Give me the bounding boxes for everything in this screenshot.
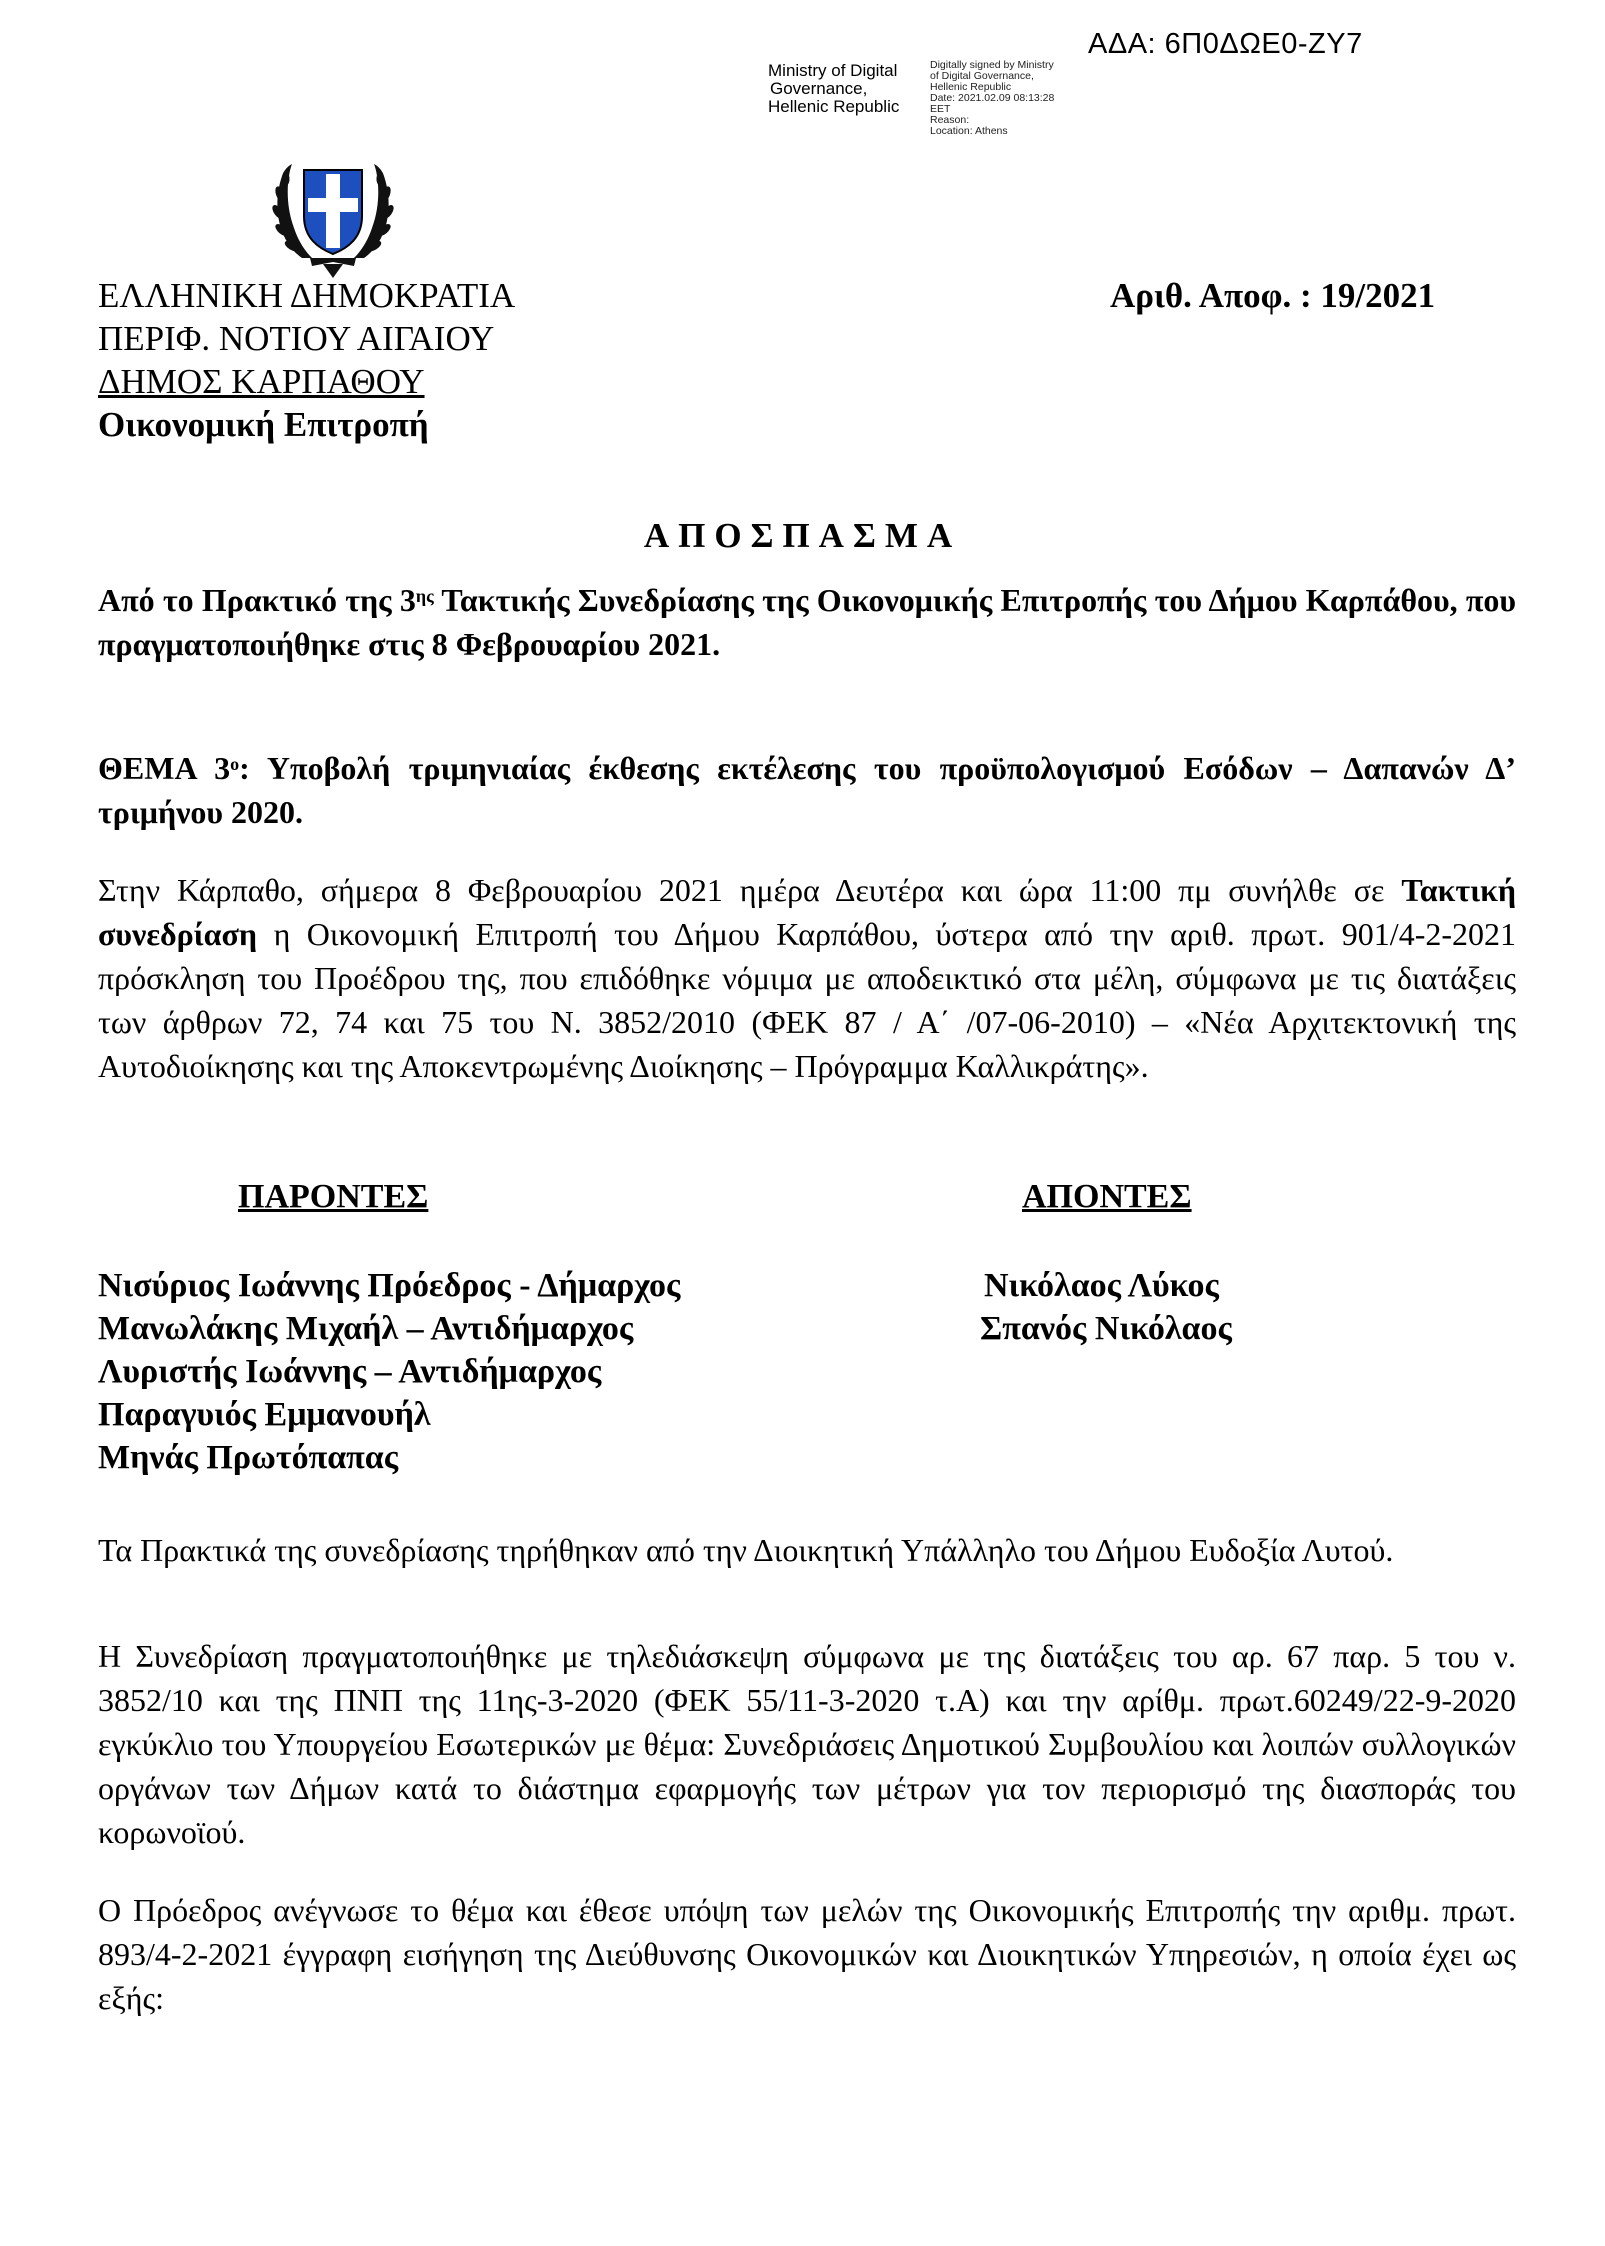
- chair-paragraph: [98, 1888, 1516, 2020]
- signature-detail-line: Location: Athens: [930, 125, 1008, 137]
- signer-line: Hellenic Republic: [768, 97, 900, 116]
- greek-coat-of-arms-icon: [268, 146, 398, 286]
- meeting-type: Τακτική συνεδρίαση: [98, 872, 1516, 952]
- signature-detail-line: Digitally signed by Ministry: [930, 59, 1054, 71]
- header-committee: Οικονομική Επιτροπή: [98, 405, 429, 444]
- signature-detail-line: Hellenic Republic: [930, 81, 1012, 93]
- intro-text-part2: Τακτικής Συνεδρίασης της Οικονομικής Επιτροπής του Δήμου Καρπάθου, που πραγματοποιήθηκε στις 8 Φεβρουαρίου 2021.: [98, 582, 1517, 662]
- signer-line: Ministry of Digital: [768, 61, 898, 80]
- header-region: ΠΕΡΙΦ. ΝΟΤΙΟΥ ΑΙΓΑΙΟΥ: [98, 319, 495, 358]
- signature-detail-line: EET: [930, 103, 951, 115]
- meeting-text: [98, 868, 1516, 1088]
- issuer-header: [98, 274, 515, 446]
- intro-paragraph: [98, 578, 1516, 666]
- present-heading: ΠΑΡΟΝΤΕΣ: [238, 1178, 429, 1215]
- signature-details: [930, 60, 1054, 137]
- list-item: Νικόλαος Λύκος: [984, 1267, 1219, 1304]
- teleconference-paragraph: [98, 1634, 1516, 1854]
- minutes-keeper-paragraph: [98, 1528, 1516, 1572]
- decision-number: Αριθ. Αποφ. : 19/2021: [1110, 276, 1436, 315]
- ada-code: ΑΔΑ: 6Π0ΔΩΕ0-ΖΥ7: [1088, 28, 1363, 60]
- list-item: Νισύριος Ιωάννης Πρόεδρος - Δήμαρχος: [98, 1267, 681, 1304]
- list-item: Μηνάς Πρωτόπαπας: [98, 1439, 399, 1476]
- subject-body: : Υποβολή τριμηνιαίας έκθεσης εκτέλεσης του προϋπολογισμού Εσόδων – Δαπανών Δ’ τριμήνου 2020.: [98, 750, 1517, 830]
- meeting-paragraph: [98, 868, 1516, 1088]
- subject-text: [98, 746, 1516, 834]
- list-item: Λυριστής Ιωάννης – Αντιδήμαρχος: [98, 1353, 602, 1390]
- list-item: Παραγυιός Εμμανουήλ: [98, 1396, 431, 1433]
- chair-text: Ο Πρόεδρος ανέγνωσε το θέμα και έθεσε υπόψη των μελών της Οικονομικής Επιτροπής την αριθμ. πρωτ. 893/4-2-2021 έγγραφη εισήγηση της Διεύθυνσης Οικονομικών και Διοικητικών Υπηρεσιών, η οποία έχει ως εξής:: [98, 1892, 1516, 2016]
- document-title: ΑΠΟΣΠΑΣΜΑ: [643, 516, 962, 555]
- signature-signer: [768, 62, 899, 116]
- present-members-list: [98, 1264, 680, 1479]
- header-country: ΕΛΛΗΝΙΚΗ ΔΗΜΟΚΡΑΤΙΑ: [98, 276, 516, 315]
- meeting-text-part2: η Οικονομική Επιτροπή του Δήμου Καρπάθου, ύστερα από την αριθ. πρωτ. 901/4-2-2021 πρόσκληση του Προέδρου της, που επιδόθηκε νόμιμα με αποδεικτικό στα μέλη, σύμφωνα με τις διατάξεις των άρθρων 72, 74 και 75 του Ν. 3852/2010 (ΦΕΚ 87 / Α΄ /07-06-2010) – «Νέα Αρχιτεκτονική της Αυτοδιοίκησης και της Αποκεντρωμένης Διοίκησης – Πρόγραμμα Καλλικράτης».: [98, 916, 1516, 1084]
- signature-detail-line: Reason:: [930, 114, 970, 126]
- subject-label: ΘΕΜΑ 3: [98, 750, 231, 786]
- signature-detail-line: Date: 2021.02.09 08:13:28: [930, 92, 1055, 104]
- intro-text: [98, 578, 1516, 666]
- intro-text-part1: Από το Πρακτικό της 3: [98, 582, 416, 618]
- absent-members-list: [980, 1264, 1232, 1350]
- header-municipality: ΔΗΜΟΣ ΚΑΡΠΑΘΟΥ: [98, 362, 425, 401]
- absent-heading: ΑΠΟΝΤΕΣ: [1022, 1178, 1192, 1215]
- subject-superscript: ο: [230, 754, 240, 774]
- minutes-keeper-text: Τα Πρακτικά της συνεδρίασης τηρήθηκαν από την Διοικητική Υπάλληλο του Δήμου Ευδοξία Λυτού.: [98, 1532, 1394, 1568]
- list-item: Σπανός Νικόλαος: [980, 1310, 1232, 1347]
- intro-superscript: ης: [415, 586, 434, 606]
- subject-paragraph: [98, 746, 1516, 834]
- signer-line: Governance,: [770, 79, 868, 98]
- list-item: Μανωλάκης Μιχαήλ – Αντιδήμαρχος: [98, 1310, 634, 1347]
- meeting-text-part1: Στην Κάρπαθο, σήμερα 8 Φεβρουαρίου 2021 ημέρα Δευτέρα και ώρα 11:00 πμ συνήλθε σε: [98, 872, 1402, 908]
- teleconference-text: Η Συνεδρίαση πραγματοποιήθηκε με τηλεδιάσκεψη σύμφωνα με της διατάξεις του αρ. 67 παρ. 5 του ν. 3852/10 και της ΠΝΠ της 11ης-3-2020 (ΦΕΚ 55/11-3-2020 τ.Α) και την αρίθμ. πρωτ.60249/22-9-2020 εγκύκλιο του Υπουργείου Εσωτερικών με θέμα: Συνεδριάσεις Δημοτικού Συμβουλίου και λοιπών συλλογικών οργάνων των Δήμων κατά το διάστημα εφαρμογής των μέτρων για τον περιορισμό της διασποράς του κορωνοϊού.: [98, 1638, 1516, 1850]
- signature-detail-line: of Digital Governance,: [930, 70, 1034, 82]
